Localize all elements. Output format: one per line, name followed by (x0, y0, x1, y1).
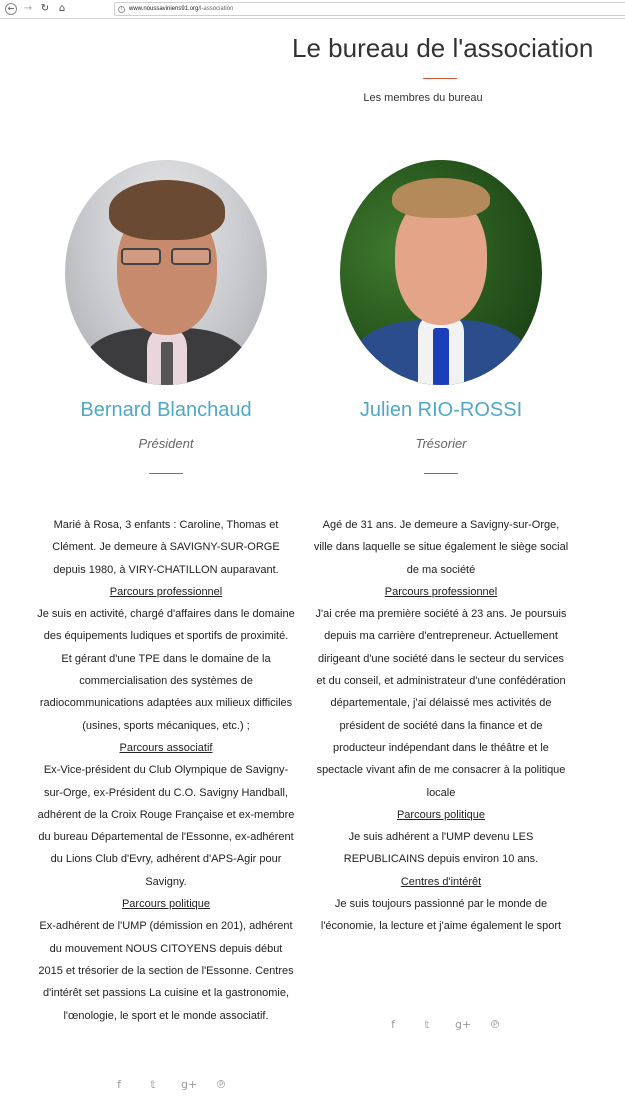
reload-icon[interactable]: ↻ (40, 3, 50, 14)
title-divider (423, 78, 457, 79)
bio-heading-professional: Parcours professionnel (384, 585, 498, 598)
pinterest-icon[interactable]: ℗ (215, 1078, 227, 1091)
twitter-icon[interactable]: 𝕥 (424, 1018, 430, 1031)
bio-text-associative: Ex-Vice-président du Club Olympique de Savigny-sur-Orge, ex-Président du C.O. Savigny Handball, adhérent de la Croix Rouge Française et ex-membre du bureau Départemental de l'Essonne, ex-adhérent du Lions Club d'Evry, adhérent d'APS-Agir pour Savigny. (37, 764, 295, 888)
twitter-icon[interactable]: 𝕥 (150, 1078, 156, 1091)
member-bio-president (37, 514, 295, 1027)
bio-heading-interests: Centres d'intérêt (400, 875, 482, 888)
forward-icon[interactable]: → (23, 3, 33, 14)
member-role: Président (138, 436, 194, 451)
url-host: www.noussaviniens91.org (129, 6, 199, 12)
member-name: Bernard Blanchaud (80, 399, 252, 421)
bio-intro: Marié à Rosa, 3 enfants : Caroline, Thomas et Clément. Je demeure à SAVIGNY-SUR-ORGE depuis 1980, à VIRY-CHATILLON auparavant. (52, 519, 280, 576)
url-path: /l-association (198, 6, 234, 12)
bio-heading-political: Parcours politique (121, 898, 211, 911)
bio-heading-professional: Parcours professionnel (109, 585, 223, 598)
member-card-treasurer (296, 160, 586, 474)
member-photo (65, 160, 267, 385)
member-role: Trésorier (415, 436, 467, 451)
facebook-icon[interactable]: f (117, 1078, 121, 1091)
home-icon[interactable]: ⌂ (58, 3, 66, 14)
member-name: Julien RIO-ROSSI (359, 399, 523, 421)
bio-heading-associative: Parcours associatif (119, 741, 213, 754)
bio-text-political: Je suis adhérent a l'UMP devenu LES REPUBLICAINS depuis environ 10 ans. (343, 831, 539, 866)
pinterest-icon[interactable]: ℗ (489, 1018, 501, 1031)
member-bio-treasurer (312, 514, 570, 938)
member-card-president (21, 160, 311, 474)
bio-text-professional: Je suis en activité, chargé d'affaires dans le domaine des équipements ludiques et sportifs de proximité. Et gérant d'une TPE dans le domaine de la commercialisation des systèmes de radiocommunications adaptées aux milieux difficiles (usines, sports mécaniques, etc.) ; (37, 608, 295, 732)
page-title: Le bureau de l'association (292, 33, 594, 63)
back-icon[interactable]: ← (5, 3, 17, 15)
bio-text-political: Ex-adhérent de l'UMP (démission en 201), adhérent du mouvement NOUS CITOYENS depuis début 2015 et trésorier de la section de l'Essonne. Centres d'intérêt set passions La cuisine et la gastronomie, l'œnologie, le sport et le monde associatif. (38, 920, 294, 1022)
bio-intro: Agé de 31 ans. Je demeure a Savigny-sur-Orge, ville dans laquelle se situe également le siège social de ma société (313, 519, 569, 576)
facebook-icon[interactable]: f (391, 1018, 395, 1031)
info-icon[interactable]: i (118, 6, 125, 13)
page-subtitle: Les membres du bureau (363, 92, 483, 104)
google-plus-icon[interactable]: g+ (181, 1078, 198, 1091)
google-plus-icon[interactable]: g+ (455, 1018, 472, 1031)
member-divider (149, 473, 183, 474)
bio-heading-political: Parcours politique (396, 808, 486, 821)
browser-toolbar (0, 0, 625, 19)
bio-text-professional: J'ai crée ma première société à 23 ans. Je poursuis depuis ma carrière d'entrepreneur. Actuellement dirigeant d'une société dans le secteur du services et du conseil, et administrateur d'une confédération départementale, j'ai délaissé mes activités de président de société dans la finance et de producteur indépendant dans le théâtre et le spectacle vivant afin de me consacrer à la politique locale (315, 608, 567, 799)
bio-text-interests: Je suis toujours passionné par le monde de l'économie, la lecture et j'aime également le sport (320, 898, 562, 933)
social-share-president (113, 1078, 227, 1091)
social-share-treasurer (387, 1018, 501, 1031)
address-bar[interactable] (114, 2, 625, 16)
member-photo (340, 160, 542, 385)
member-divider (424, 473, 458, 474)
